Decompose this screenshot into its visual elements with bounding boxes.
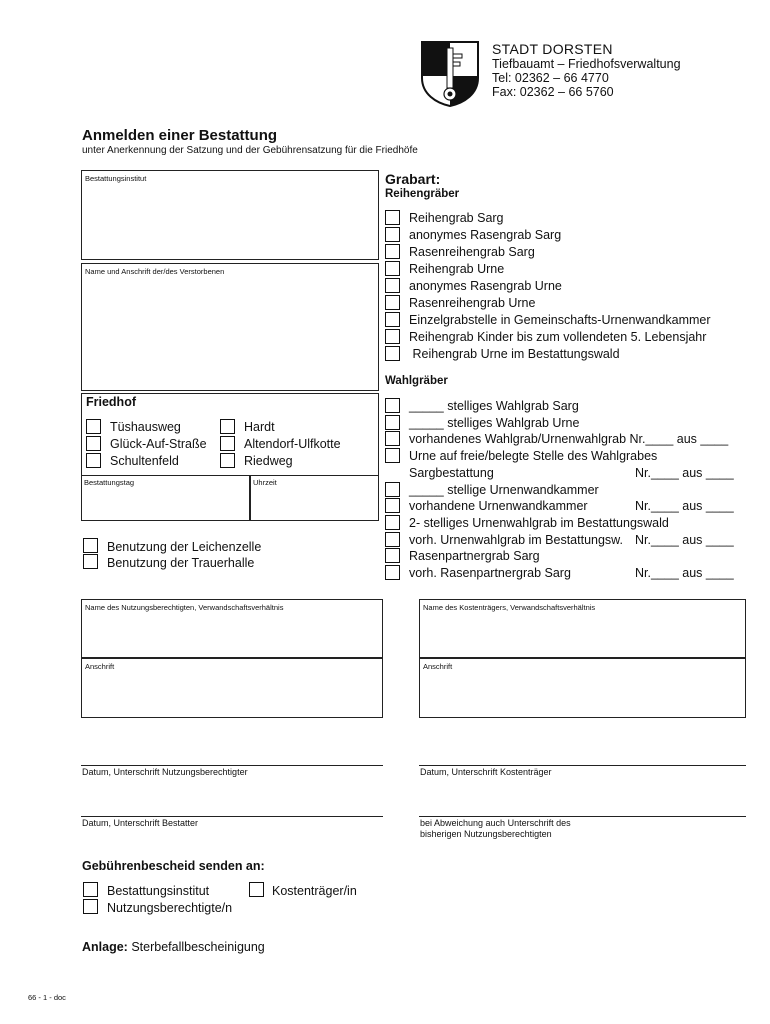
label-reihengrab-8: Reihengrab Urne im Bestattungswald (409, 347, 620, 361)
verstorbener-box[interactable] (81, 263, 379, 391)
checkbox-wahlgrab-1[interactable] (385, 415, 400, 430)
nutzung-name-label: Name des Nutzungsberechtigten, Verwandschaftsverhältnis (85, 603, 284, 612)
signature-label-bestatter: Datum, Unterschrift Bestatter (82, 818, 199, 828)
label-altendorf-ulfkotte: Altendorf-Ulfkotte (244, 437, 341, 451)
label-riedweg: Riedweg (244, 454, 293, 468)
bestattungsinstitut-label: Bestattungsinstitut (85, 174, 147, 183)
kosten-name-label: Name des Kostenträgers, Verwandschaftsverhältnis (423, 603, 596, 612)
subtitle: unter Anerkennung der Satzung und der Gebührensatzung für die Friedhöfe (82, 145, 418, 156)
kosten-anschrift-label: Anschrift (423, 662, 453, 671)
checkbox-leichenzelle[interactable] (83, 538, 98, 553)
checkbox-wahlgrab-5[interactable] (385, 482, 400, 497)
signature-line-abweichung[interactable] (419, 816, 746, 817)
checkbox-gebuehren-bestattungsinstitut[interactable] (83, 882, 98, 897)
bestattungsinstitut-box[interactable] (81, 170, 379, 260)
label-gebuehren-bestattungsinstitut: Bestattungsinstitut (107, 884, 210, 898)
checkbox-gebuehren-kostentraeger[interactable] (249, 882, 264, 897)
label-wahlgrab-10: vorh. Rasenpartnergrab Sarg (409, 566, 571, 580)
checkbox-reihengrab-4[interactable] (385, 278, 400, 293)
label-reihengrab-6: Einzelgrabstelle in Gemeinschafts-Urnenwandkammer (409, 313, 711, 327)
kostentraeger-name-box[interactable] (419, 599, 746, 658)
checkbox-reihengrab-2[interactable] (385, 244, 400, 259)
label-glueck-auf-strasse: Glück-Auf-Straße (110, 437, 207, 451)
bestattungstag-box[interactable] (81, 475, 250, 521)
label-trauerhalle: Benutzung der Trauerhalle (107, 556, 255, 570)
signature-label-abweichung-1: bei Abweichung auch Unterschrift des (420, 818, 571, 828)
label-gebuehren-nutzungsberechtigte: Nutzungsberechtigte/n (107, 901, 233, 915)
label-reihengrab-0: Reihengrab Sarg (409, 211, 504, 225)
checkbox-wahlgrab-0[interactable] (385, 398, 400, 413)
signature-label-kosten: Datum, Unterschrift Kostenträger (420, 767, 552, 777)
label-wahlgrab-8: vorh. Urnenwahlgrab im Bestattungsw. (409, 532, 623, 547)
checkbox-wahlgrab-2[interactable] (385, 431, 400, 446)
uhrzeit-label: Uhrzeit (253, 478, 277, 487)
footer-doc-id: 66 - 1 - doc (28, 993, 66, 1002)
label-wahlgrab-1: _____ stelliges Wahlgrab Urne (409, 415, 580, 430)
label-wahlgrab-7: 2- stelliges Urnenwahlgrab im Bestattungswald (409, 515, 669, 530)
nr-wahlgrab-10[interactable]: Nr.____ aus ____ (635, 566, 734, 580)
anlage-value: Sterbefallbescheinigung (127, 940, 265, 954)
signature-line-kosten[interactable] (419, 765, 746, 766)
page-title: Anmelden einer Bestattung (82, 127, 278, 144)
label-schultenfeld: Schultenfeld (110, 454, 179, 468)
nutzung-anschrift-label: Anschrift (85, 662, 115, 671)
nr-wahlgrab-6[interactable]: Nr.____ aus ____ (635, 499, 734, 514)
checkbox-gebuehren-nutzungsberechtigte[interactable] (83, 899, 98, 914)
label-leichenzelle: Benutzung der Leichenzelle (107, 540, 262, 554)
checkbox-wahlgrab-8[interactable] (385, 532, 400, 547)
grabart-title: Grabart: (385, 171, 441, 187)
checkbox-riedweg[interactable] (220, 453, 235, 468)
anlage-label: Anlage: (82, 940, 128, 954)
label-reihengrab-5: Rasenreihengrab Urne (409, 296, 536, 310)
verstorbener-label: Name und Anschrift der/des Verstorbenen (85, 267, 225, 276)
label-reihengrab-2: Rasenreihengrab Sarg (409, 245, 535, 259)
reihengraeber-title: Reihengräber (385, 188, 460, 200)
label-reihengrab-4: anonymes Rasengrab Urne (409, 279, 562, 293)
signature-label-abweichung-2: bisherigen Nutzungsberechtigten (420, 829, 552, 839)
checkbox-reihengrab-6[interactable] (385, 312, 400, 327)
friedhof-title: Friedhof (86, 395, 136, 409)
checkbox-wahlgrab-10[interactable] (385, 565, 400, 580)
label-reihengrab-7: Reihengrab Kinder bis zum vollendeten 5. Lebensjahr (409, 330, 707, 344)
checkbox-wahlgrab-9[interactable] (385, 548, 400, 563)
checkbox-altendorf-ulfkotte[interactable] (220, 436, 235, 451)
signature-line-nutzung[interactable] (81, 765, 383, 766)
nr-wahlgrab-8[interactable]: Nr.____ aus ____ (635, 532, 734, 547)
coat-of-arms-logo (420, 40, 480, 108)
signature-line-bestatter[interactable] (81, 816, 383, 817)
label-wahlgrab-2: vorhandenes Wahlgrab/Urnenwahlgrab Nr.____ aus ____ (409, 432, 729, 447)
city-name: STADT DORSTEN (492, 41, 613, 57)
nr-wahlgrab-4[interactable]: Nr.____ aus ____ (635, 465, 734, 480)
nutzungsberechtigter-anschrift-box[interactable] (81, 658, 383, 718)
label-wahlgrab-9: Rasenpartnergrab Sarg (409, 549, 540, 564)
checkbox-reihengrab-8[interactable] (385, 346, 400, 361)
checkbox-wahlgrab-6[interactable] (385, 498, 400, 513)
signature-label-nutzung: Datum, Unterschrift Nutzungsberechtigter (82, 767, 248, 777)
tel: Tel: 02362 – 66 4770 (492, 71, 609, 85)
label-reihengrab-3: Reihengrab Urne (409, 262, 505, 276)
checkbox-reihengrab-1[interactable] (385, 227, 400, 242)
checkbox-reihengrab-0[interactable] (385, 210, 400, 225)
wahlgraeber-title: Wahlgräber (385, 375, 448, 387)
checkbox-wahlgrab-3[interactable] (385, 448, 400, 463)
checkbox-glueck-auf-strasse[interactable] (86, 436, 101, 451)
checkbox-schultenfeld[interactable] (86, 453, 101, 468)
label-reihengrab-1: anonymes Rasengrab Sarg (409, 228, 562, 242)
label-wahlgrab-0: _____ stelliges Wahlgrab Sarg (409, 399, 579, 413)
bestattungstag-label: Bestattungstag (84, 478, 135, 487)
label-tueshausweg: Tüshausweg (110, 420, 181, 434)
label-wahlgrab-3: Urne auf freie/belegte Stelle des Wahlgrabes (409, 449, 658, 464)
label-wahlgrab-5: _____ stellige Urnenwandkammer (409, 482, 599, 497)
fax: Fax: 02362 – 66 5760 (492, 85, 614, 99)
checkbox-wahlgrab-7[interactable] (385, 515, 400, 530)
label-gebuehren-kostentraeger: Kostenträger/in (272, 884, 357, 898)
checkbox-reihengrab-7[interactable] (385, 329, 400, 344)
checkbox-tueshausweg[interactable] (86, 419, 101, 434)
nutzungsberechtigter-name-box[interactable] (81, 599, 383, 658)
label-wahlgrab-4: Sargbestattung (409, 465, 494, 480)
label-hardt: Hardt (244, 420, 275, 434)
department: Tiefbauamt – Friedhofsverwaltung (492, 57, 681, 71)
label-wahlgrab-6: vorhandene Urnenwandkammer (409, 499, 588, 514)
checkbox-reihengrab-5[interactable] (385, 295, 400, 310)
gebuehren-title: Gebührenbescheid senden an: (82, 859, 265, 873)
anlage (82, 940, 265, 955)
kostentraeger-anschrift-box[interactable] (419, 658, 746, 718)
checkbox-hardt[interactable] (220, 419, 235, 434)
checkbox-reihengrab-3[interactable] (385, 261, 400, 276)
checkbox-trauerhalle[interactable] (83, 554, 98, 569)
uhrzeit-box[interactable] (250, 475, 379, 521)
